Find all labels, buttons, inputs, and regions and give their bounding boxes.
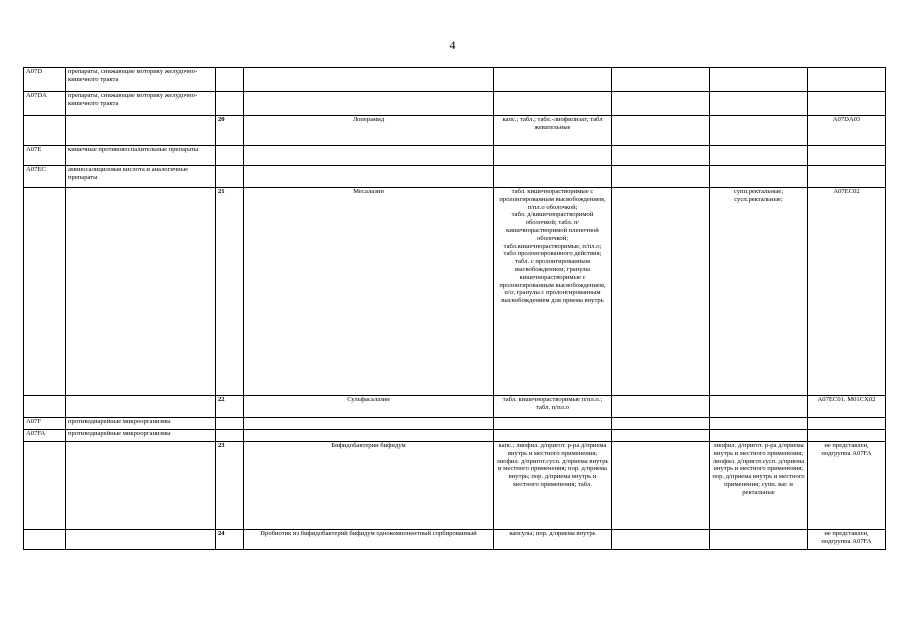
- cell-excl: [612, 68, 710, 92]
- cell-form: [494, 396, 612, 418]
- cell-atc: [808, 68, 886, 92]
- table-row: [24, 116, 886, 146]
- table-row: [24, 418, 886, 430]
- cell-alt-text: супп.ректальные; сусп.ректальные;: [733, 188, 784, 203]
- cell-excl: [612, 418, 710, 430]
- cell-name: [66, 442, 216, 530]
- cell-inn: [244, 68, 494, 92]
- cell-excl: [612, 166, 710, 188]
- table-body: [24, 68, 886, 550]
- cell-excl: [612, 116, 710, 146]
- cell-form-text: капс.; табл.; табл.-лиофилизат; табл жевательные: [502, 116, 603, 131]
- cell-alt: [710, 116, 808, 146]
- cell-inn: [244, 92, 494, 116]
- cell-alt: [710, 442, 808, 530]
- table-row: [24, 166, 886, 188]
- cell-inn: [244, 396, 494, 418]
- cell-form-text: табл. кишечнорастворимые с пролонгированным высвобождением, п/пл.о оболочкой; табл. д/кишечнорастворимой оболочкой; табл. п/кишечнорастворимой пленочной оболочкой; табл.кишечнорастворимые, п/пл.о; табл пролонгированного действия; табл. с пролонгированным высвобождением; гранулы кишечнорастворимые с пролонгированным высвобождением, п/о; гранулы с пролонгированным высвобождением для приема внутрь: [499, 188, 606, 305]
- drug-table: [23, 67, 886, 550]
- cell-inn: [244, 188, 494, 396]
- cell-excl: [612, 146, 710, 166]
- cell-form: [494, 442, 612, 530]
- cell-form: [494, 188, 612, 396]
- cell-excl: [612, 396, 710, 418]
- cell-atc: [808, 116, 886, 146]
- cell-inn-text: Лоперамид: [352, 116, 385, 123]
- cell-inn-text: Пробиотик из бифидобактерий бифидум однокомпонентный сорбированный: [260, 530, 477, 537]
- cell-form: [494, 166, 612, 188]
- cell-form: [494, 92, 612, 116]
- table-row: [24, 146, 886, 166]
- cell-atc-text: не представлен, подгруппа A07FA: [821, 530, 872, 545]
- cell-code-text: A07FA: [26, 430, 46, 437]
- cell-form: [494, 68, 612, 92]
- cell-inn: [244, 418, 494, 430]
- cell-num: [216, 68, 244, 92]
- table-row: [24, 442, 886, 530]
- table-row: [24, 530, 886, 550]
- cell-num-text: 22: [218, 396, 225, 403]
- table-row: [24, 92, 886, 116]
- cell-name: [66, 188, 216, 396]
- cell-code: [24, 430, 66, 442]
- cell-form-text: табл. кишечнорастворимые п/пл.о.; табл. п/пл.о: [502, 396, 603, 411]
- cell-name: [66, 68, 216, 92]
- cell-name: [66, 418, 216, 430]
- cell-atc: [808, 166, 886, 188]
- cell-atc: [808, 442, 886, 530]
- cell-atc: [808, 430, 886, 442]
- cell-atc: [808, 418, 886, 430]
- table-row: [24, 68, 886, 92]
- cell-excl: [612, 442, 710, 530]
- cell-name-text: противодиарейные микроорганизмы: [68, 430, 171, 437]
- cell-inn: [244, 430, 494, 442]
- cell-name-text: аминосалициловая кислота и аналогичные препараты: [68, 166, 189, 181]
- cell-excl: [612, 188, 710, 396]
- cell-form: [494, 530, 612, 550]
- cell-name-text: кишечные противовоспалительные препараты: [68, 146, 199, 153]
- cell-alt: [710, 418, 808, 430]
- cell-code: [24, 442, 66, 530]
- cell-code: [24, 418, 66, 430]
- cell-alt: [710, 92, 808, 116]
- cell-num: [216, 188, 244, 396]
- cell-num: [216, 116, 244, 146]
- cell-num: [216, 430, 244, 442]
- cell-code: [24, 116, 66, 146]
- cell-excl: [612, 92, 710, 116]
- cell-atc: [808, 396, 886, 418]
- cell-num: [216, 442, 244, 530]
- cell-atc: [808, 92, 886, 116]
- cell-num-text: 24: [218, 530, 225, 537]
- cell-atc: [808, 530, 886, 550]
- cell-num: [216, 396, 244, 418]
- cell-form: [494, 116, 612, 146]
- cell-code-text: A07D: [26, 68, 43, 75]
- cell-alt: [710, 146, 808, 166]
- cell-name: [66, 430, 216, 442]
- cell-name: [66, 146, 216, 166]
- cell-num: [216, 146, 244, 166]
- cell-code-text: A07EC: [26, 166, 46, 173]
- cell-form: [494, 430, 612, 442]
- cell-alt-text: лиофил. д/пригот. р-ра д/приема внутрь и местного применения; лиофил. д/пригот.сусп. д/приема внутрь и местного применения; пор. д/приема внутрь и местного применения; супп. ваг. и ректальные: [712, 442, 805, 496]
- cell-form: [494, 418, 612, 430]
- cell-atc-text: A07DA03: [832, 116, 861, 123]
- cell-name: [66, 530, 216, 550]
- cell-code: [24, 68, 66, 92]
- cell-atc: [808, 146, 886, 166]
- cell-inn-text: Месалазин: [353, 188, 384, 195]
- table-row: [24, 396, 886, 418]
- cell-inn-text: Бифидобактерии бифидум: [331, 442, 406, 449]
- cell-code: [24, 530, 66, 550]
- cell-name-text: препараты, снижающие моторику желудочно-кишечного тракта: [68, 92, 198, 107]
- cell-code: [24, 146, 66, 166]
- cell-name: [66, 396, 216, 418]
- cell-alt: [710, 68, 808, 92]
- cell-excl: [612, 430, 710, 442]
- cell-inn-text: Сульфасалазин: [347, 396, 390, 403]
- cell-form: [494, 146, 612, 166]
- cell-inn: [244, 166, 494, 188]
- cell-num-text: 20: [218, 116, 225, 123]
- cell-alt: [710, 430, 808, 442]
- cell-num-text: 21: [218, 188, 225, 195]
- cell-code-text: A07E: [26, 146, 42, 153]
- cell-code: [24, 188, 66, 396]
- cell-atc-text: A07EC01. M01CX02: [817, 396, 876, 403]
- cell-code: [24, 396, 66, 418]
- cell-excl: [612, 530, 710, 550]
- cell-code-text: A07F: [26, 418, 42, 425]
- cell-atc-text: не представлен, подгруппа A07FA: [821, 442, 872, 457]
- cell-num: [216, 166, 244, 188]
- cell-num-text: 23: [218, 442, 225, 449]
- cell-alt: [710, 396, 808, 418]
- cell-name-text: противодиарейные микроорганизмы: [68, 418, 171, 425]
- cell-name: [66, 166, 216, 188]
- table-row: [24, 430, 886, 442]
- cell-inn: [244, 116, 494, 146]
- page-number: 4: [449, 38, 456, 52]
- cell-atc: [808, 188, 886, 396]
- table-row: [24, 188, 886, 396]
- cell-num: [216, 530, 244, 550]
- cell-form-text: капсулы; пор. д/приема внутрь: [509, 530, 596, 537]
- cell-num: [216, 418, 244, 430]
- cell-code-text: A07DA: [26, 92, 47, 99]
- cell-name: [66, 92, 216, 116]
- cell-form-text: капс.; лиофил. д/пригот. р-ра д/приема внутрь и местного применения; лиофил. д/пригот.сусп. д/приема внутрь и местного применения; пор. д/приема внутрь; пор. д/приема внутрь и местного применения; табл.: [496, 442, 609, 488]
- cell-inn: [244, 146, 494, 166]
- cell-alt: [710, 188, 808, 396]
- cell-code: [24, 166, 66, 188]
- cell-atc-text: A07EC02: [833, 188, 860, 195]
- cell-code: [24, 92, 66, 116]
- cell-inn: [244, 530, 494, 550]
- cell-inn: [244, 442, 494, 530]
- cell-alt: [710, 530, 808, 550]
- cell-name: [66, 116, 216, 146]
- cell-name-text: препараты, снижающие моторику желудочно-кишечного тракта: [68, 68, 198, 83]
- cell-num: [216, 92, 244, 116]
- cell-alt: [710, 166, 808, 188]
